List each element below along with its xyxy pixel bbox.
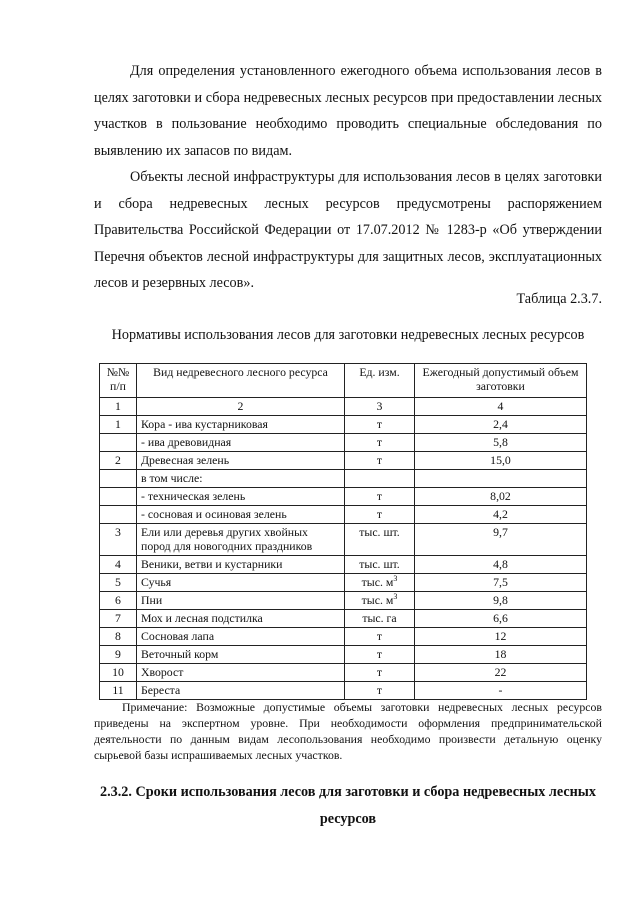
unit-cell (345, 682, 415, 700)
resource-name-cell (137, 664, 345, 682)
row-num-cell (100, 628, 137, 646)
resource-name-cell-text: - ива древовидная (141, 435, 232, 449)
unit-cell-text: тыс. га (362, 611, 397, 625)
header-cell-resource: Вид недревесного лесного ресурса (137, 364, 345, 398)
unit-cell (345, 664, 415, 682)
volume-cell (415, 416, 587, 434)
resource-name-cell (137, 574, 345, 592)
row-num-cell (100, 452, 137, 470)
norms-table (99, 363, 587, 700)
resource-name-cell (137, 524, 345, 556)
resource-name-cell-text: Веточный корм (141, 647, 219, 661)
table-row (100, 556, 587, 574)
volume-cell (415, 434, 587, 452)
row-num-cell-text: 3 (115, 525, 121, 539)
resource-name-cell (137, 452, 345, 470)
resource-name-cell-text: - сосновая и осиновая зелень (141, 507, 287, 521)
resource-name-cell (137, 488, 345, 506)
paragraph-forest-infrastructure: Объекты лесной инфраструктуры для использования лесов в целях заготовки и сбора недревесных лесных ресурсов предусмотрены распоряжением Правительства Российской Федерации от 17.07.2012 № 1283-р «Об утверждении Перечня объектов лесной инфраструктуры для защитных лесов, эксплуатационных лесов и резервных лесов». (94, 169, 602, 292)
volume-cell-text: 2,4 (493, 417, 508, 431)
volume-cell-text: 15,0 (490, 453, 511, 467)
table-header-row (100, 364, 587, 398)
resource-name-cell-text: Древесная зелень (141, 453, 230, 467)
unit-cell-text: тыс. м (361, 575, 394, 589)
table-row (100, 646, 587, 664)
unit-cell-text: тыс. м (361, 593, 394, 607)
table-row (100, 592, 587, 610)
volume-cell-text: 8,02 (490, 489, 511, 503)
header-cell-volume: Ежегодный допустимый объем заготовки (415, 364, 587, 398)
table-number-label: Таблица 2.3.7. (516, 291, 602, 307)
volume-cell-text: 22 (494, 665, 507, 679)
row-num-cell (100, 592, 137, 610)
row-num-cell-text: 11 (112, 683, 124, 697)
volume-cell (415, 556, 587, 574)
volume-cell (415, 646, 587, 664)
volume-cell-text: - (498, 683, 503, 697)
unit-cell-text: т (376, 665, 383, 679)
resource-name-cell (137, 628, 345, 646)
resource-name-cell (137, 682, 345, 700)
volume-cell (415, 628, 587, 646)
row-num-cell (100, 470, 137, 488)
volume-cell-text: 18 (494, 647, 507, 661)
unit-cell-text: т (376, 435, 383, 449)
paragraph-resource-survey: Для определения установленного ежегодного объема использования лесов в целях заготовки и сбора недревесных лесных ресурсов при предоставлении лесных участков в пользование необходимо проводить специальные обследования по выявлению их запасов по видам. (94, 63, 602, 159)
table-row (100, 574, 587, 592)
resource-name-cell (137, 610, 345, 628)
volume-cell (415, 682, 587, 700)
numbering-cell: 2 (137, 398, 345, 416)
volume-cell (415, 488, 587, 506)
resource-name-cell-text: - техническая зелень (141, 489, 246, 503)
resource-name-cell (137, 416, 345, 434)
section-heading: 2.3.2. Сроки использования лесов для заготовки и сбора недревесных лесных ресурсов (100, 784, 596, 827)
row-num-cell-text: 9 (115, 647, 121, 661)
table-row (100, 664, 587, 682)
table-row (100, 488, 587, 506)
unit-cell (345, 524, 415, 556)
volume-cell-text: 4,2 (493, 507, 508, 521)
resource-name-cell-text: Хворост (141, 665, 184, 679)
row-num-cell-text: 10 (112, 665, 124, 679)
unit-superscript: 3 (393, 592, 398, 602)
row-num-cell (100, 574, 137, 592)
resource-name-cell-text: Сучья (141, 575, 172, 589)
table-row (100, 434, 587, 452)
volume-cell (415, 592, 587, 610)
row-num-cell (100, 506, 137, 524)
resource-name-cell-text: Сосновая лапа (141, 629, 215, 643)
unit-cell (345, 434, 415, 452)
row-num-cell-text: 7 (115, 611, 121, 625)
resource-name-cell (137, 506, 345, 524)
table-numbering-row (100, 398, 587, 416)
header-cell-unit: Ед. изм. (345, 364, 415, 398)
volume-cell (415, 452, 587, 470)
row-num-cell (100, 682, 137, 700)
row-num-cell-text: 6 (115, 593, 121, 607)
unit-cell (345, 452, 415, 470)
row-num-cell-text: 5 (115, 575, 121, 589)
volume-cell (415, 506, 587, 524)
unit-cell-text: т (376, 647, 383, 661)
resource-name-cell (137, 646, 345, 664)
table-row (100, 506, 587, 524)
unit-cell (345, 416, 415, 434)
volume-cell (415, 470, 587, 488)
table-row (100, 416, 587, 434)
row-num-cell (100, 416, 137, 434)
resource-name-cell-text: в том числе: (141, 471, 203, 485)
volume-cell-text: 5,8 (493, 435, 508, 449)
unit-cell (345, 556, 415, 574)
resource-name-cell-text: Кора - ива кустарниковая (141, 417, 268, 431)
resource-name-cell-text: Ели или деревья других хвойных пород для новогодних праздников (141, 525, 313, 553)
unit-cell (345, 470, 415, 488)
row-num-cell (100, 646, 137, 664)
resource-name-cell-text: Веники, ветви и кустарники (141, 557, 283, 571)
volume-cell (415, 610, 587, 628)
row-num-cell (100, 488, 137, 506)
volume-cell-text: 6,6 (493, 611, 508, 625)
volume-cell (415, 524, 587, 556)
volume-cell-text: 9,8 (493, 593, 508, 607)
table-row (100, 470, 587, 488)
row-num-cell (100, 556, 137, 574)
volume-cell (415, 664, 587, 682)
row-num-cell-text: 8 (115, 629, 121, 643)
row-num-cell (100, 664, 137, 682)
resource-name-cell (137, 556, 345, 574)
resource-name-cell (137, 592, 345, 610)
row-num-cell-text: 2 (115, 453, 121, 467)
unit-cell-text: тыс. шт. (359, 525, 400, 539)
numbering-cell: 4 (415, 398, 587, 416)
unit-cell (345, 506, 415, 524)
resource-name-cell (137, 470, 345, 488)
resource-name-cell (137, 434, 345, 452)
row-num-cell-text: 1 (115, 417, 121, 431)
table-caption: Нормативы использования лесов для заготовки недревесных лесных ресурсов (111, 327, 585, 343)
header-cell-num: №№ п/п (100, 364, 137, 398)
row-num-cell-text: 4 (115, 557, 121, 571)
unit-cell-text: т (376, 683, 383, 697)
volume-cell-text: 4,8 (493, 557, 508, 571)
unit-cell (345, 646, 415, 664)
numbering-cell: 3 (345, 398, 415, 416)
unit-cell (345, 592, 415, 610)
table-row (100, 610, 587, 628)
unit-cell-text: т (376, 417, 383, 431)
unit-cell-text: тыс. шт. (359, 557, 400, 571)
row-num-cell (100, 524, 137, 556)
unit-cell (345, 610, 415, 628)
unit-superscript: 3 (393, 574, 398, 584)
resource-name-cell-text: Пни (141, 593, 163, 607)
unit-cell (345, 488, 415, 506)
unit-cell-text: т (376, 453, 383, 467)
unit-cell-text: т (376, 629, 383, 643)
unit-cell-text: т (376, 507, 383, 521)
volume-cell-text: 12 (494, 629, 507, 643)
volume-cell-text: 9,7 (493, 525, 508, 539)
resource-name-cell-text: Береста (141, 683, 181, 697)
numbering-cell: 1 (100, 398, 137, 416)
unit-cell (345, 628, 415, 646)
volume-cell-text: 7,5 (493, 575, 508, 589)
unit-cell (345, 574, 415, 592)
row-num-cell (100, 434, 137, 452)
row-num-cell (100, 610, 137, 628)
table-row (100, 628, 587, 646)
volume-cell (415, 574, 587, 592)
table-note: Примечание: Возможные допустимые объемы заготовки недревесных лесных ресурсов приведены на экспертном уровне. При необходимости оформления предпринимательской деятельности по данным видам лесопользования необходимо произвести детальную оценку сырьевой базы испрашиваемых лесных участков. (94, 700, 602, 762)
table-row (100, 452, 587, 470)
unit-cell-text: т (376, 489, 383, 503)
table-row (100, 524, 587, 556)
resource-name-cell-text: Мох и лесная подстилка (141, 611, 263, 625)
table-row (100, 682, 587, 700)
